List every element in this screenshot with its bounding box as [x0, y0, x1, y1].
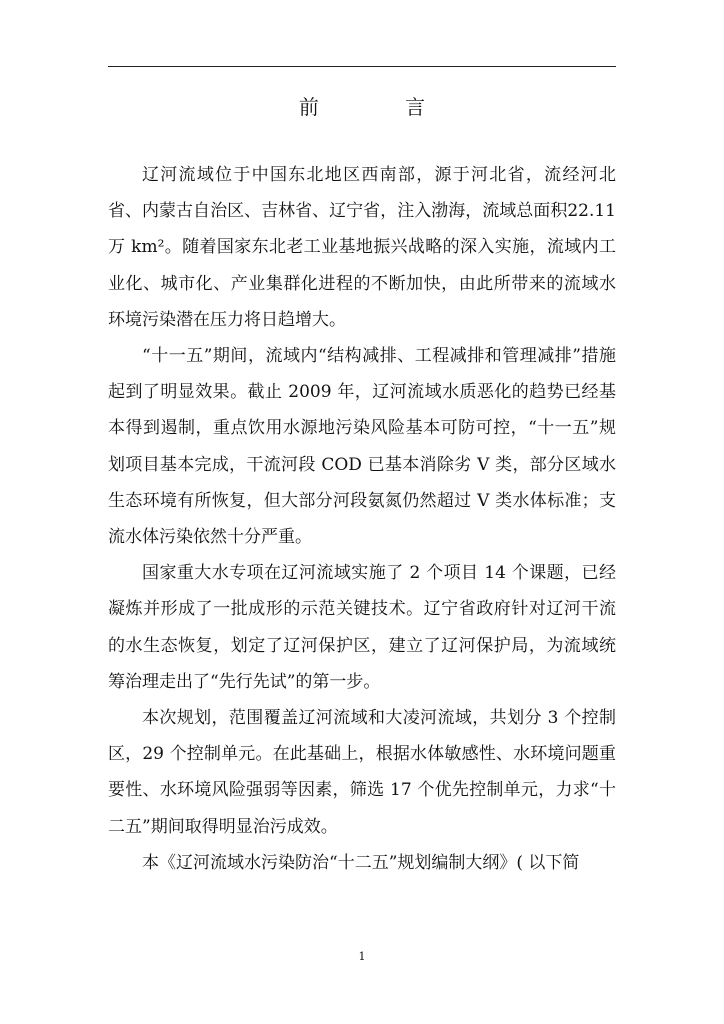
- paragraph-4: 本次规划，范围覆盖辽河流域和大凌河流域，共划分 3 个控制区，29 个控制单元。在此基础上，根据水体敏感性、水环境问题重要性、水环境风险强弱等因素，筛选 17 个优先控制单元，力求“十二五”期间取得明显治污成效。: [108, 708, 616, 837]
- paragraph-5: 本《辽河流域水污染防治“十二五”规划编制大纲》( 以下简: [142, 852, 580, 873]
- paragraph-3: 国家重大水专项在辽河流域实施了 2 个项目 14 个课题，已经凝炼并形成了一批成形的示范关键技术。辽宁省政府针对辽河干流的水生态恢复，划定了辽河保护区，建立了辽河保护局，为流域统筹治理走出了“先行先试”的第一步。: [108, 563, 616, 692]
- page-number: 1: [358, 950, 366, 963]
- body-text: [108, 157, 616, 881]
- paragraph-2: “十一五”期间，流域内“结构减排、工程减排和管理减排”措施起到了明显效果。截止 2009 年，辽河流域水质恶化的趋势已经基本得到遏制，重点饮用水源地污染风险基本可防可控，“十一五”规划项目基本完成，干流河段 COD 已基本消除劣 V 类，部分区域水生态环境有所恢复，但大部分河段氨氮仍然超过 V 类水体标准；支流水体污染依然十分严重。: [108, 346, 616, 548]
- page-title: 前 言: [298, 95, 466, 119]
- header-rule: [108, 66, 616, 67]
- paragraph-1: 辽河流域位于中国东北地区西南部，源于河北省，流经河北省、内蒙古自治区、吉林省、辽宁省，注入渤海，流域总面积22.11 万 km²。随着国家东北老工业基地振兴战略的深入实施，流域内工业化、城市化、产业集群化进程的不断加快，由此所带来的流域水环境污染潜在压力将日趋增大。: [108, 165, 616, 330]
